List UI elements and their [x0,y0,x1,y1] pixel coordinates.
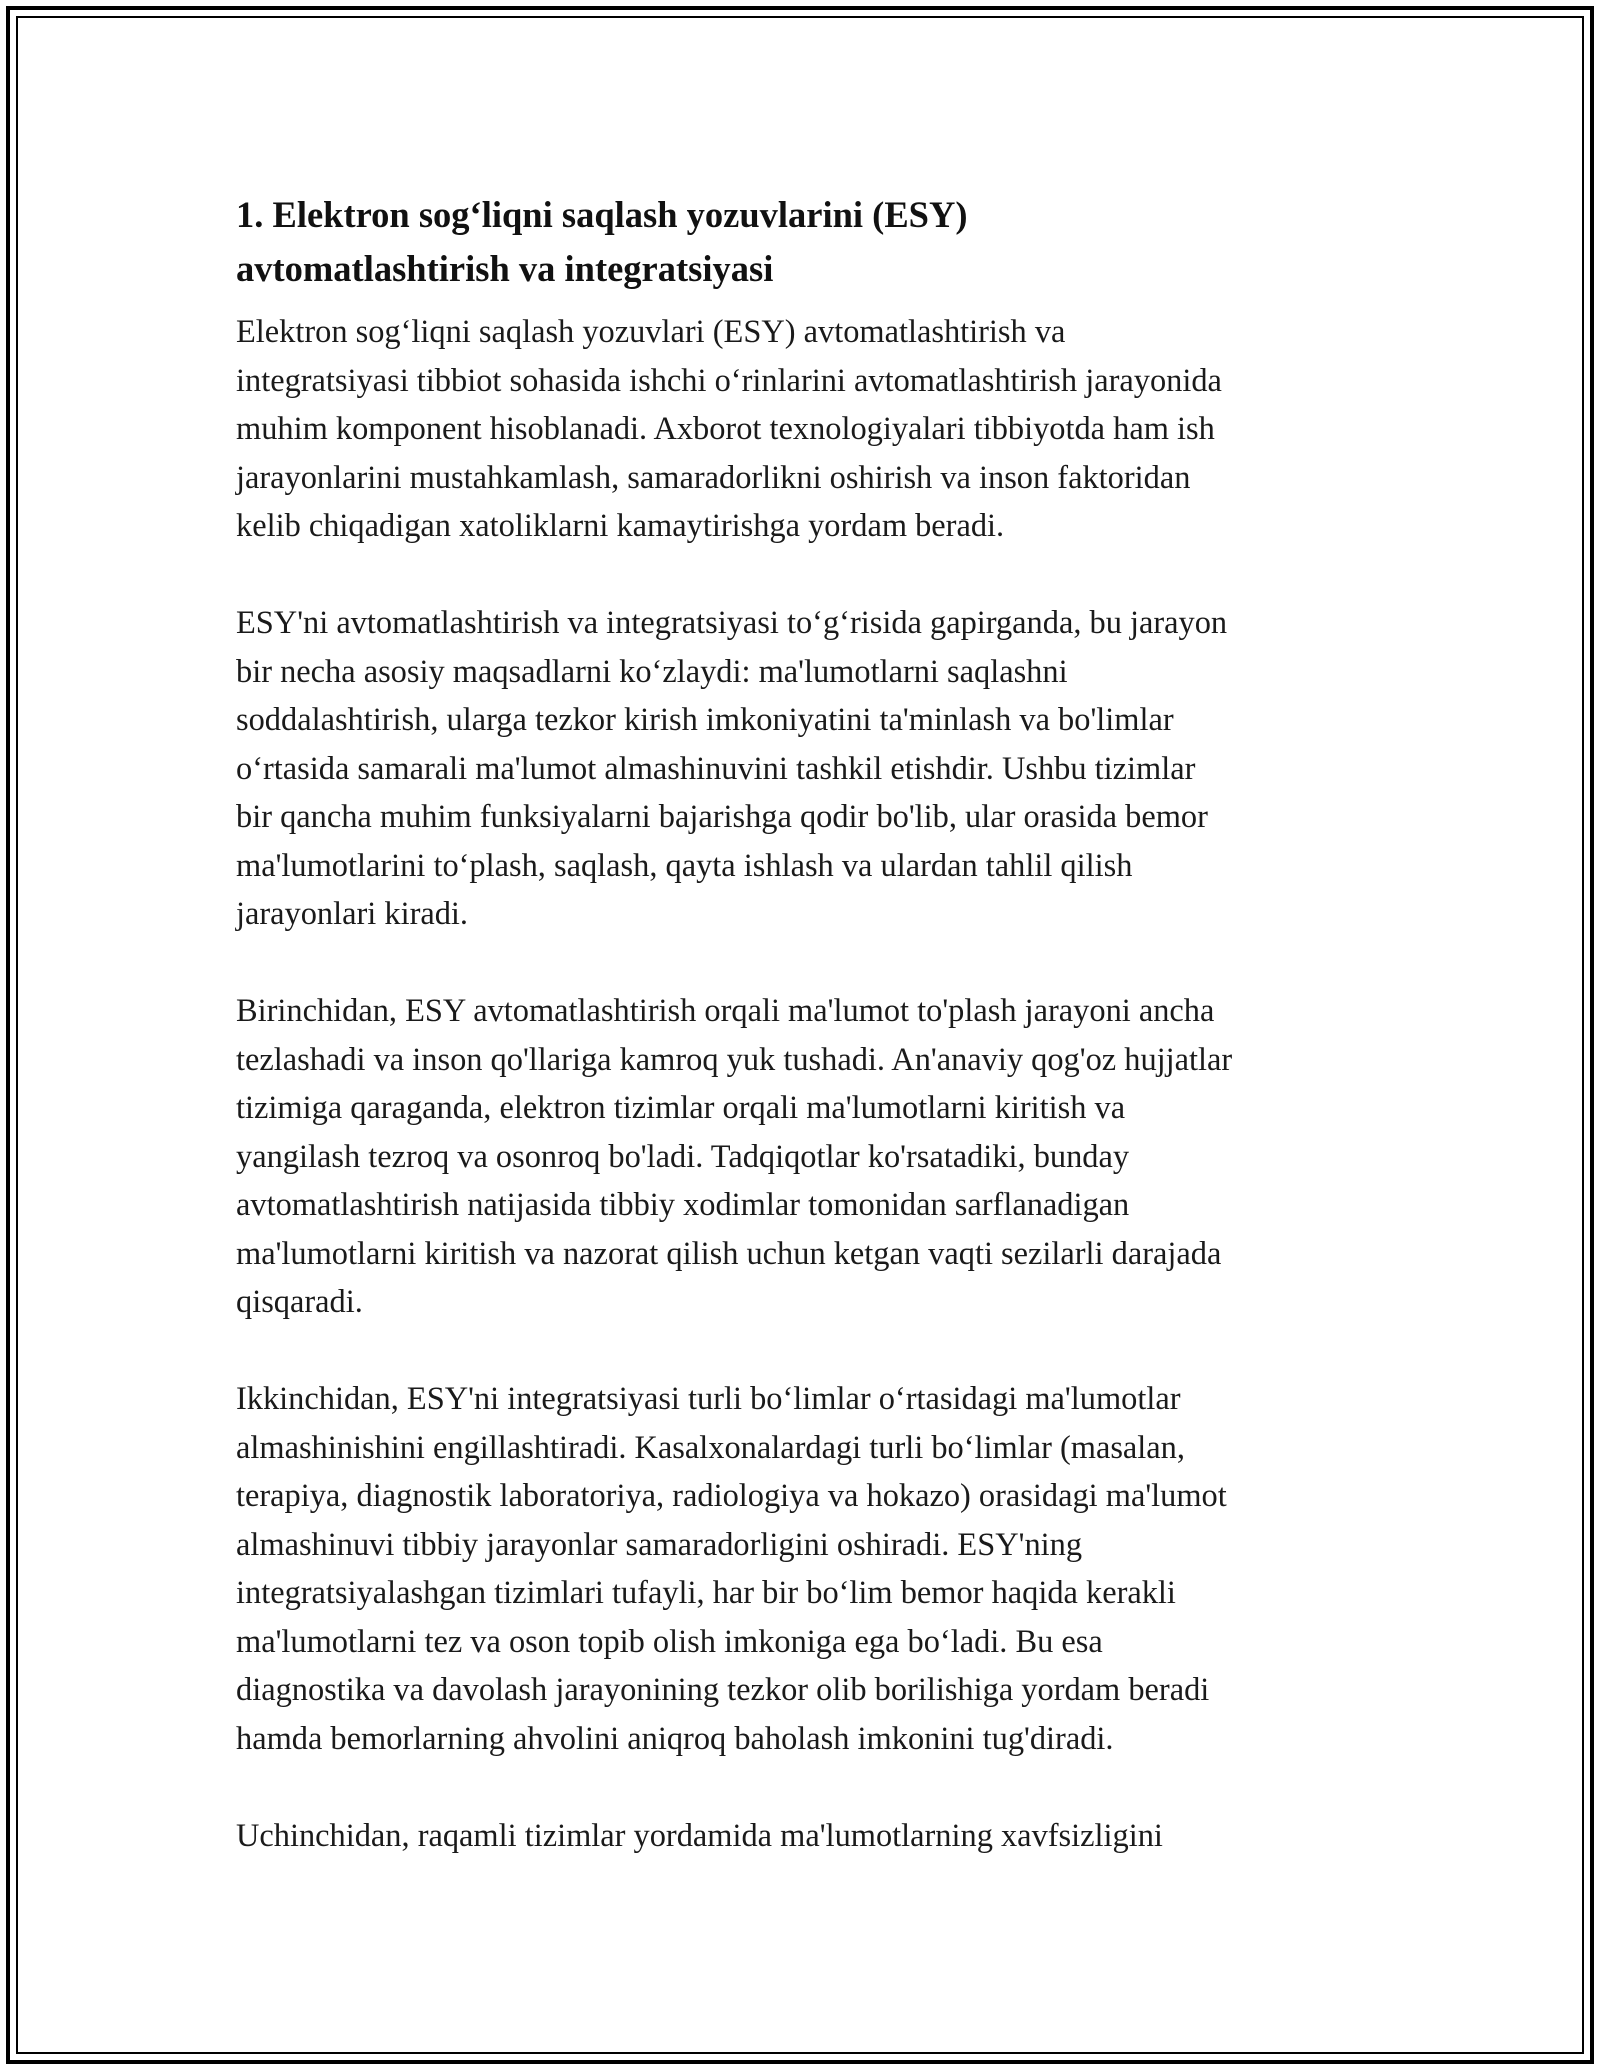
section-heading: 1. Elektron sog‘liqni saqlash yozuvlarini (ESY) avtomatlashtirish va integratsiyasi [236,194,968,289]
paragraph-third: Uchinchidan, raqamli tizimlar yordamida ma'lumotlarning xavfsizligini [236,1817,1163,1854]
paragraph-goals: ESY'ni avtomatlashtirish va integratsiyasi to‘g‘risida gapirganda, bu jarayon bir necha asosiy maqsadlarni ko‘zlaydi: ma'lumotlarni saqlashni soddalashtirish, ularga tezkor kirish imkoniyatini ta'minlash va bo'limlar o‘rtasida samarali ma'lumot almashinuvini tashkil etishdir. Ushbu tizimlar bir qancha muhim funksiyalarni bajarishga qodir bo'lib, ular orasida bemor ma'lumotlarini to‘plash, saqlash, qayta ishlash va ulardan tahlil qilish jarayonlari kiradi. [236,605,1228,932]
paragraph-second: Ikkinchidan, ESY'ni integratsiyasi turli bo‘limlar o‘rtasidagi ma'lumotlar almashinishini engillashtiradi. Kasalxonalardagi turli bo‘limlar (masalan, terapiya, diagnostik laboratoriya, radiologiya va hokazo) orasidagi ma'lumot almashinuvi tibbiy jarayonlar samaradorligini oshiradi. ESY'ning integratsiyalashgan tizimlari tufayli, har bir bo‘lim bemor haqida kerakli ma'lumotlarni tez va oson topib olish imkoniga ega bo‘ladi. Bu esa diagnostika va davolash jarayonining tezkor olib borilishiga yordam beradi hamda bemorlarning ahvolini aniqroq baholash imkonini tug'diradi. [236,1381,1227,1757]
paragraph-intro: Elektron sog‘liqni saqlash yozuvlari (ESY) avtomatlashtirish va integratsiyasi tibbiot sohasida ishchi o‘rinlarini avtomatlashtirish jarayonida muhim komponent hisoblanadi. Axborot texnologiyalari tibbiyotda ham ish jarayonlarini mustahkamlash, samaradorlikni oshirish va inson faktoridan kelib chiqadigan xatoliklarni kamaytirishga yordam beradi. [236,314,1222,544]
paragraph-first: Birinchidan, ESY avtomatlashtirish orqali ma'lumot to'plash jarayoni ancha tezlashadi va inson qo'llariga kamroq yuk tushadi. An'anaviy qog'oz hujjatlar tizimiga qaraganda, elektron tizimlar orqali ma'lumotlarni kiritish va yangilash tezroq va osonroq bo'ladi. Tadqiqotlar ko'rsatadiki, bunday avtomatlashtirish natijasida tibbiy xodimlar tomonidan sarflanadigan ma'lumotlarni kiritish va nazorat qilish uchun ketgan vaqti sezilarli darajada qisqaradi. [236,993,1233,1320]
document-body [236,188,1376,1860]
